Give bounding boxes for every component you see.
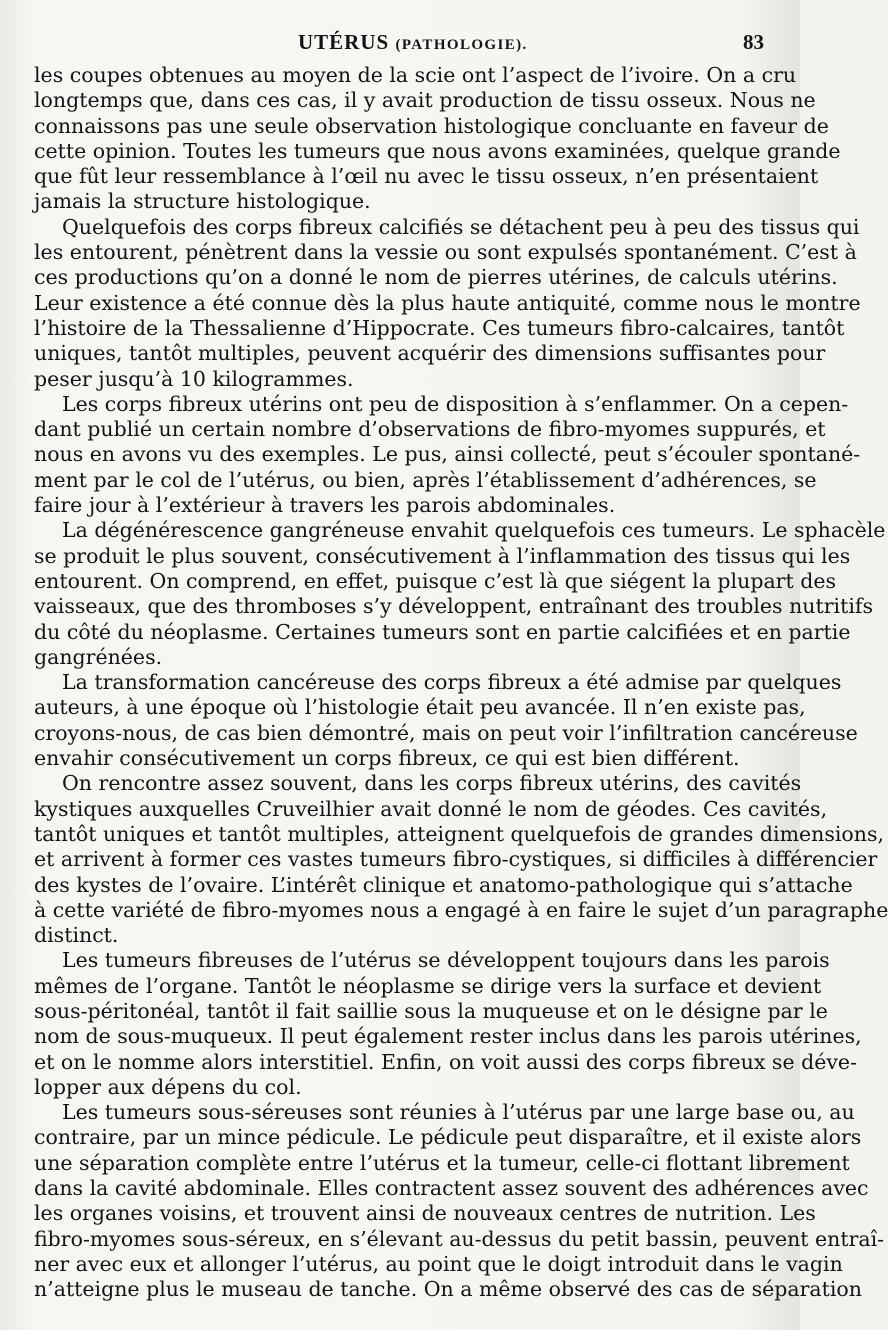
text-line: Les tumeurs fibreuses de l’utérus se développent toujours dans les parois xyxy=(62,948,830,973)
paragraph xyxy=(34,670,858,771)
text-line: distinct. xyxy=(34,923,119,948)
text-line: lopper aux dépens du col. xyxy=(34,1074,302,1099)
text-line: nom de sous-muqueux. Il peut également rester inclus dans les parois utérines, xyxy=(34,1024,862,1049)
running-head xyxy=(298,30,528,55)
text-line: Leur existence a été connue dès la plus haute antiquité, comme nous le montre xyxy=(34,290,861,315)
text-line: à cette variété de fibro-myomes nous a engagé à en faire le sujet d’un paragraphe xyxy=(34,897,888,922)
text-line: dant publié un certain nombre d’observations de fibro-myomes suppurés, et xyxy=(34,417,826,442)
text-line: contraire, par un mince pédicule. Le pédicule peut disparaître, et il existe alors xyxy=(34,1125,862,1150)
page-number: 83 xyxy=(743,30,764,54)
text-line: n’atteigne plus le museau de tanche. On a même observé des cas de séparation xyxy=(34,1277,862,1302)
paragraph xyxy=(34,214,861,392)
text-line: les coupes obtenues au moyen de la scie ont l’aspect de l’ivoire. On a cru xyxy=(34,63,797,87)
text-line: croyons-nous, de cas bien démontré, mais on peut voir l’infiltration cancéreuse xyxy=(34,720,858,745)
page-header xyxy=(34,30,764,58)
text-line: auteurs, à une époque où l’histologie était peu avancée. Il n’en existe pas, xyxy=(34,695,806,720)
text-line: tantôt uniques et tantôt multiples, atteignent quelquefois de grandes dimensions, xyxy=(34,821,885,846)
text-line: les entourent, pénètrent dans la vessie ou sont expulsés spontanément. C’est à xyxy=(34,240,857,265)
body-text xyxy=(34,63,888,1303)
text-line-content: ces productions qu’on a donné le nom de pierres utérines, de calculs utérins. xyxy=(34,265,838,290)
text-line: Les corps fibreux utérins ont peu de disposition à s’enflammer. On a cepen- xyxy=(62,391,849,416)
text-line: longtemps que, dans ces cas, il y avait production de tissu osseux. Nous ne xyxy=(34,88,816,113)
text-line: faire jour à l’extérieur à travers les parois abdominales. xyxy=(34,493,616,518)
paragraph xyxy=(34,1100,885,1302)
text-line: des kystes de l’ovaire. L’intérêt clinique et anatomo-pathologique qui s’attache xyxy=(34,872,853,897)
text-line: Quelquefois des corps fibreux calcifiés se détachent peu à peu des tissus qui xyxy=(62,214,860,239)
text-line xyxy=(34,265,838,290)
text-line: envahir consécutivement un corps fibreux, ce qui est bien différent. xyxy=(34,746,740,771)
text-line: l’histoire de la Thessalienne d’Hippocrate. Ces tumeurs fibro-calcaires, tantôt xyxy=(34,315,845,340)
text-line: les organes voisins, et trouvent ainsi de nouveaux centres de nutrition. Les xyxy=(34,1201,816,1226)
text-line: entourent. On comprend, en effet, puisque c’est là que siégent la plupart des xyxy=(34,568,836,593)
text-line: du côté du néoplasme. Certaines tumeurs sont en partie calcifiées et en partie xyxy=(34,619,851,644)
text-line: que fût leur ressemblance à l’œil nu avec le tissu osseux, n’en présentaient xyxy=(34,164,819,189)
paragraph xyxy=(34,948,862,1100)
text-line: une séparation complète entre l’utérus et la tumeur, celle-ci flottant librement xyxy=(34,1150,850,1175)
text-line: dans la cavité abdominale. Elles contractent assez souvent des adhérences avec xyxy=(34,1176,869,1201)
text-line: connaissons pas une seule observation histologique concluante en faveur de xyxy=(34,113,829,138)
text-line: vaisseaux, que des thromboses s’y développent, entraînant des troubles nutritifs xyxy=(34,594,873,619)
paragraph xyxy=(34,391,861,518)
text-line: sous-péritonéal, tantôt il fait saillie sous la muqueuse et on le désigne par le xyxy=(34,998,828,1023)
text-line: gangrénées. xyxy=(34,644,163,669)
text-line: et arrivent à former ces vastes tumeurs fibro-cystiques, si difficiles à différencier xyxy=(34,847,878,872)
text-line: cette opinion. Toutes les tumeurs que nous avons examinées, quelque grande xyxy=(34,138,841,163)
text-line: se produit le plus souvent, consécutivement à l’inflammation des tissus qui les xyxy=(34,543,851,568)
text-line: On rencontre assez souvent, dans les corps fibreux utérins, des cavités xyxy=(62,771,802,796)
text-line: ner avec eux et allonger l’utérus, au point que le doigt introduit dans le vagin xyxy=(34,1251,843,1276)
running-head-title: UTÉRUS xyxy=(298,30,390,54)
paragraph xyxy=(34,518,886,670)
text-line: uniques, tantôt multiples, peuvent acquérir des dimensions suffisantes pour xyxy=(34,341,826,366)
paragraph xyxy=(34,63,841,215)
text-line: Les tumeurs sous-séreuses sont réunies à l’utérus par une large base ou, au xyxy=(62,1100,855,1125)
text-line: mêmes de l’organe. Tantôt le néoplasme se dirige vers la surface et devient xyxy=(34,973,822,998)
text-line: kystiques auxquelles Cruveilhier avait donné le nom de géodes. Ces cavités, xyxy=(34,796,828,821)
text-line: nous en avons vu des exemples. Le pus, ainsi collecté, peut s’écouler spontané- xyxy=(34,442,861,467)
text-line: ment par le col de l’utérus, ou bien, après l’établissement d’adhérences, se xyxy=(34,467,817,492)
paragraph xyxy=(34,771,888,948)
text-line: La dégénérescence gangréneuse envahit quelquefois ces tumeurs. Le sphacèle xyxy=(62,518,886,543)
running-head-subtitle: (PATHOLOGIE). xyxy=(395,37,528,53)
text-line: jamais la structure histologique. xyxy=(34,189,371,214)
text-line: fibro-myomes sous-séreux, en s’élevant au-dessus du petit bassin, peuvent entraî- xyxy=(34,1226,885,1251)
text-line: peser jusqu’à 10 kilogrammes. xyxy=(34,366,354,391)
text-line: La transformation cancéreuse des corps fibreux a été admise par quelques xyxy=(62,670,842,695)
text-line: et on le nomme alors interstitiel. Enfin, on voit aussi des corps fibreux se déve- xyxy=(34,1049,857,1074)
